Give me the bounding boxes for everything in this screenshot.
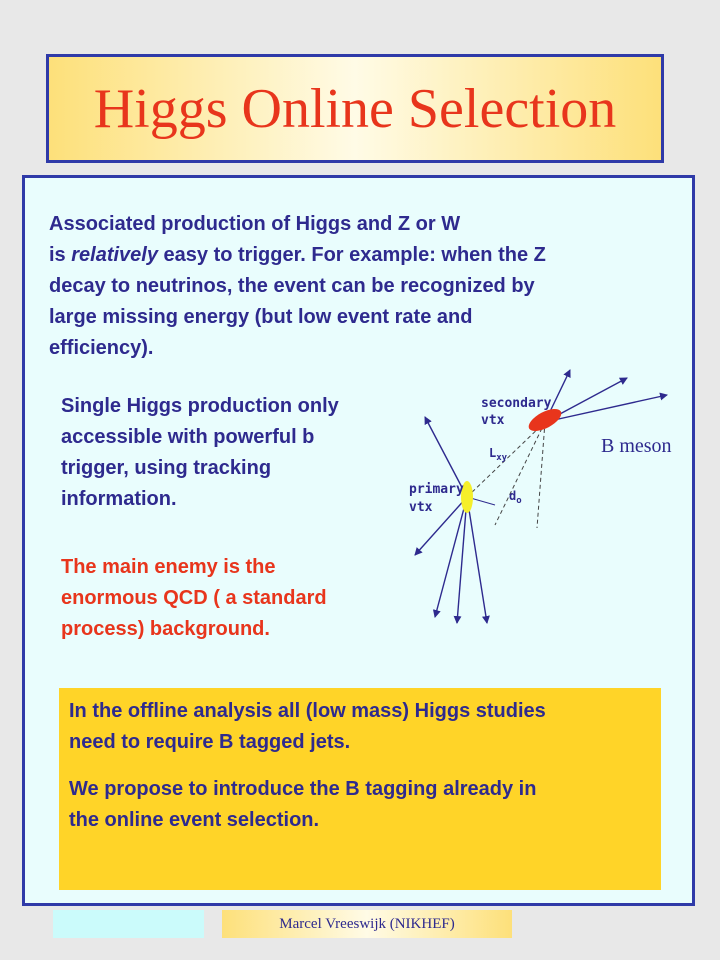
b-meson-label: B meson	[601, 435, 672, 457]
para3-line: The main enemy is the	[61, 556, 276, 578]
offline-line: need to require B tagged jets.	[69, 731, 351, 753]
para3-line: process) background.	[61, 618, 270, 640]
para2-line: Single Higgs production only	[61, 395, 339, 417]
single-higgs-paragraph	[61, 391, 339, 515]
offline-line: In the offline analysis all (low mass) Higgs studies	[69, 700, 546, 722]
lxy-main: L	[489, 446, 497, 460]
offline-analysis-text	[69, 696, 546, 836]
lxy-label	[489, 446, 508, 463]
d0-main: d	[509, 489, 517, 503]
footer-left-block	[53, 910, 204, 938]
title-banner	[46, 54, 664, 163]
extrapolation-line	[495, 422, 545, 525]
para1-text: is	[49, 244, 72, 266]
proposal-line: the online event selection.	[69, 809, 320, 831]
associated-production-paragraph	[49, 209, 669, 364]
para2-line: information.	[61, 488, 177, 510]
qcd-background-paragraph	[61, 552, 327, 645]
para2-line: accessible with powerful b	[61, 426, 315, 448]
primary-vtx-label: primary	[409, 482, 464, 497]
relatively-emphasis: relatively	[71, 244, 158, 266]
vertex-diagram	[367, 365, 687, 625]
para1-line: efficiency).	[49, 337, 154, 359]
secondary-vtx-label: vtx	[481, 413, 505, 428]
d0-label	[509, 489, 522, 506]
para3-line: enormous QCD ( a standard	[61, 587, 327, 609]
para1-text: easy to trigger. For example: when the Z	[157, 244, 546, 266]
track-line	[545, 395, 667, 422]
lxy-sub: xy	[496, 453, 508, 463]
content-panel	[22, 175, 695, 906]
extrapolation-line	[537, 422, 545, 528]
para1-line	[49, 240, 669, 271]
para1-line: decay to neutrinos, the event can be recognized by	[49, 275, 535, 297]
d0-sub: o	[516, 496, 522, 506]
para2-line: trigger, using tracking	[61, 457, 272, 479]
page-title: Higgs Online Selection	[93, 77, 617, 140]
footer-author: Marcel Vreeswijk (NIKHEF)	[222, 910, 512, 938]
para1-line: large missing energy (but low event rate and	[49, 306, 473, 328]
para1-line: Associated production of Higgs and Z or W	[49, 213, 461, 235]
primary-vtx-label: vtx	[409, 500, 433, 515]
offline-analysis-box	[59, 688, 661, 890]
proposal-line: We propose to introduce the B tagging already in	[69, 778, 537, 800]
secondary-vtx-label: secondary	[481, 396, 552, 411]
track-line	[467, 497, 487, 623]
